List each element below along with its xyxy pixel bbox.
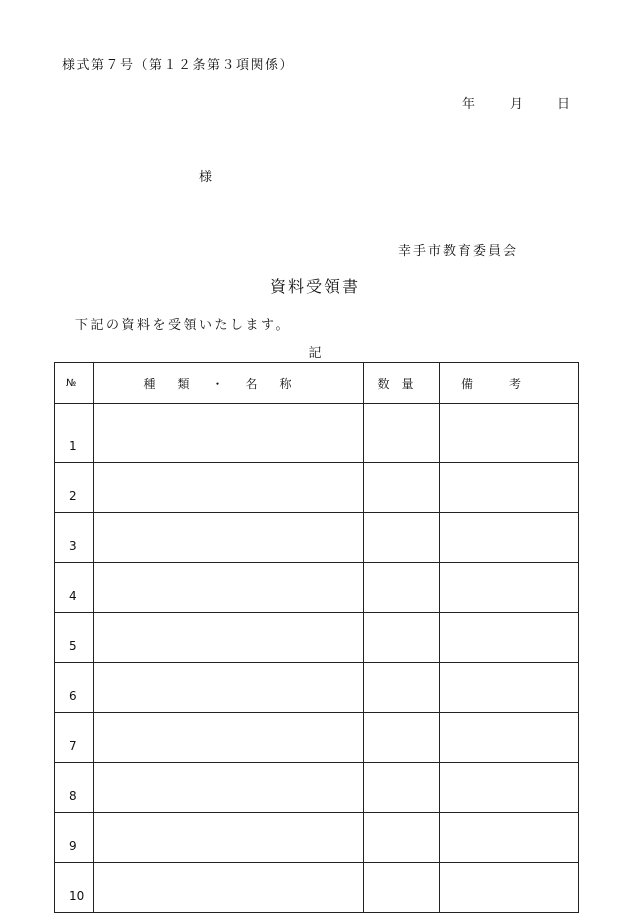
document-title: 資料受領書	[269, 277, 360, 296]
type-name-cell[interactable]	[94, 763, 364, 813]
type-name-cell[interactable]	[94, 663, 364, 713]
header-type-name	[94, 363, 364, 404]
quantity-cell[interactable]	[364, 463, 440, 513]
issuer-name: 幸手市教育委員会	[398, 244, 519, 259]
remarks-cell[interactable]	[440, 663, 579, 713]
intro-text: 下記の資料を受領いたします。	[75, 318, 291, 333]
table-row	[55, 513, 579, 563]
row-number-cell: 5	[55, 613, 94, 663]
recipient-honorific: 様	[199, 170, 213, 185]
remarks-cell[interactable]	[440, 463, 579, 513]
form-number: 様式第７号（第１２条第３項関係）	[62, 58, 295, 73]
quantity-cell[interactable]	[364, 813, 440, 863]
quantity-cell[interactable]	[364, 404, 440, 463]
header-remarks	[440, 363, 579, 404]
row-number-cell: 6	[55, 663, 94, 713]
table-row	[55, 713, 579, 763]
type-name-cell[interactable]	[94, 404, 364, 463]
remarks-cell[interactable]	[440, 404, 579, 463]
table-row	[55, 613, 579, 663]
row-number-cell: 4	[55, 563, 94, 613]
table-row	[55, 404, 579, 463]
type-name-cell[interactable]	[94, 513, 364, 563]
table-row	[55, 563, 579, 613]
remarks-cell[interactable]	[440, 763, 579, 813]
row-number-cell: 7	[55, 713, 94, 763]
quantity-cell[interactable]	[364, 563, 440, 613]
type-name-cell[interactable]	[94, 713, 364, 763]
row-number-cell: 10	[55, 863, 94, 913]
table-row	[55, 763, 579, 813]
quantity-cell[interactable]	[364, 613, 440, 663]
header-remarks-label: 備考	[460, 376, 557, 391]
date-year-label: 年	[462, 97, 476, 112]
row-number-cell: 9	[55, 813, 94, 863]
row-number-cell: 2	[55, 463, 94, 513]
receipt-table	[54, 362, 579, 913]
quantity-cell[interactable]	[364, 513, 440, 563]
table-row	[55, 463, 579, 513]
remarks-cell[interactable]	[440, 513, 579, 563]
quantity-cell[interactable]	[364, 863, 440, 913]
type-name-cell[interactable]	[94, 813, 364, 863]
header-type-name-label: 種類・名称	[143, 376, 314, 391]
remarks-cell[interactable]	[440, 813, 579, 863]
date-month-label: 月	[510, 97, 524, 112]
table-row	[55, 663, 579, 713]
quantity-cell[interactable]	[364, 763, 440, 813]
ki-label: 記	[308, 346, 322, 361]
type-name-cell[interactable]	[94, 613, 364, 663]
quantity-cell[interactable]	[364, 663, 440, 713]
table-row	[55, 813, 579, 863]
type-name-cell[interactable]	[94, 563, 364, 613]
remarks-cell[interactable]	[440, 563, 579, 613]
type-name-cell[interactable]	[94, 863, 364, 913]
row-number-cell: 8	[55, 763, 94, 813]
type-name-cell[interactable]	[94, 463, 364, 513]
row-number-cell: 3	[55, 513, 94, 563]
date-day-label: 日	[557, 97, 571, 112]
row-number-cell: 1	[55, 404, 94, 463]
table-row	[55, 863, 579, 913]
remarks-cell[interactable]	[440, 863, 579, 913]
remarks-cell[interactable]	[440, 613, 579, 663]
table-body	[55, 404, 579, 913]
header-quantity	[364, 363, 440, 404]
table-header-row	[55, 363, 579, 404]
remarks-cell[interactable]	[440, 713, 579, 763]
quantity-cell[interactable]	[364, 713, 440, 763]
header-no: №	[55, 363, 94, 404]
header-quantity-label: 数量	[377, 376, 426, 391]
